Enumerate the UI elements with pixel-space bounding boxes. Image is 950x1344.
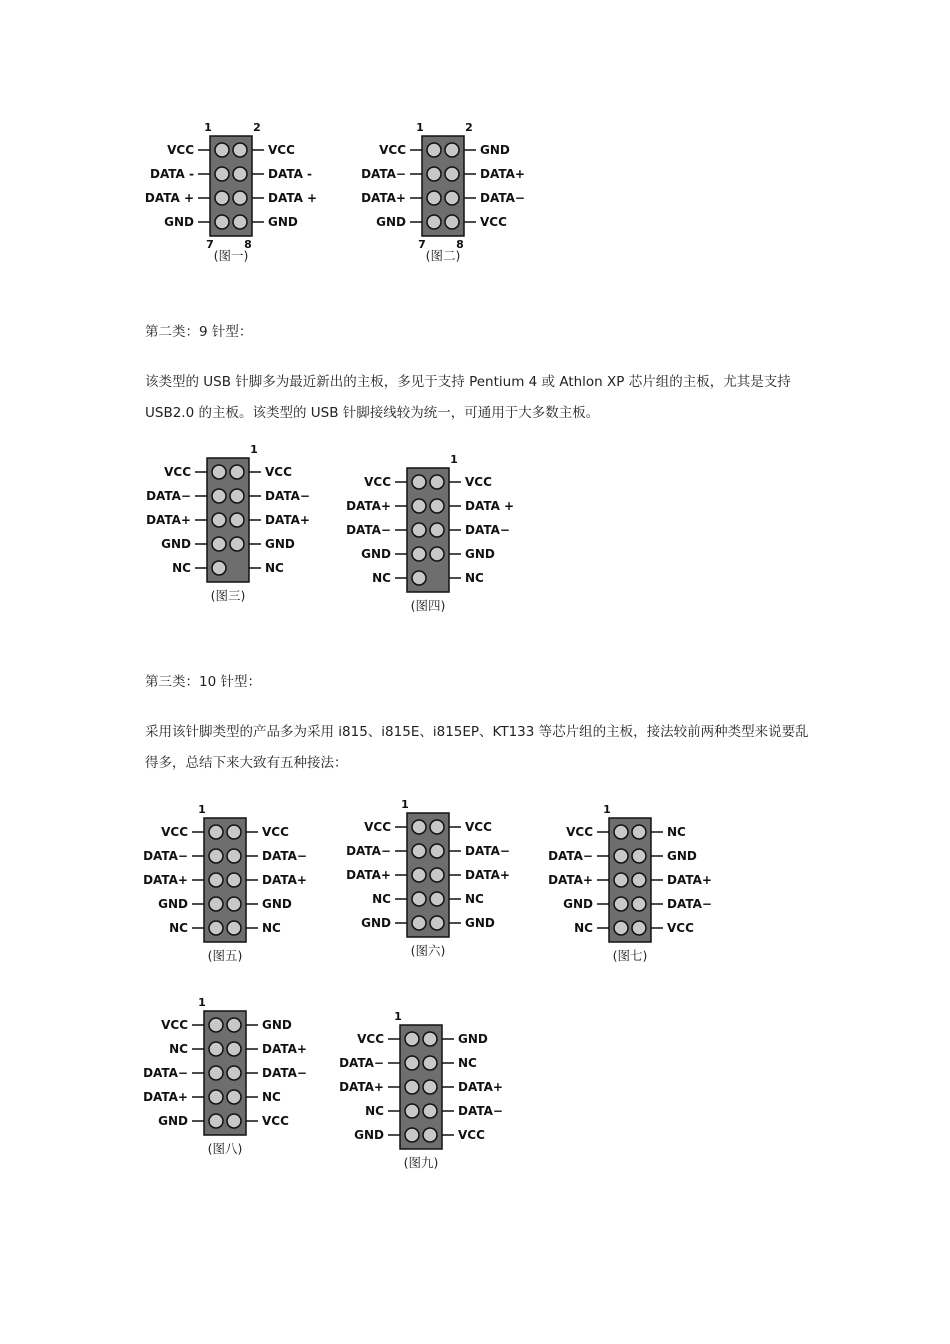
- figure-9: [338, 1007, 538, 1172]
- pin-number: 1: [198, 996, 206, 1009]
- pin-label-left: GND: [161, 537, 191, 551]
- pin: [632, 849, 646, 863]
- pin: [209, 849, 223, 863]
- pin-label-left: GND: [158, 897, 188, 911]
- pin: [430, 820, 444, 834]
- pin: [412, 499, 426, 513]
- pin-label-right: VCC: [262, 1114, 289, 1128]
- pin-label-right: DATA+: [458, 1080, 503, 1094]
- pin-label-right: NC: [265, 561, 284, 575]
- pin: [230, 465, 244, 479]
- pin-label-left: DATA -: [149, 167, 194, 181]
- pin-label-left: DATA−: [346, 844, 391, 858]
- pin: [427, 167, 441, 181]
- pin-number: 2: [253, 121, 261, 134]
- pin-number: 1: [416, 121, 424, 134]
- pin: [430, 916, 444, 930]
- pin: [430, 868, 444, 882]
- pin-label-right: DATA−: [262, 1066, 307, 1080]
- pin: [412, 892, 426, 906]
- figure-caption: (图二): [425, 248, 461, 263]
- pin: [212, 537, 226, 551]
- pin: [445, 143, 459, 157]
- pin-number: 1: [394, 1010, 402, 1023]
- pin-label-right: GND: [268, 215, 298, 229]
- pin: [412, 916, 426, 930]
- pin: [209, 921, 223, 935]
- pin-label-left: NC: [172, 561, 191, 575]
- pin: [227, 921, 241, 935]
- pin: [632, 921, 646, 935]
- pin-label-left: DATA+: [346, 499, 391, 513]
- pin: [230, 489, 244, 503]
- pin: [614, 825, 628, 839]
- pin: [227, 873, 241, 887]
- pin-number: 1: [250, 443, 258, 456]
- pin-label-right: NC: [465, 571, 484, 585]
- pin-label-right: DATA+: [262, 1042, 307, 1056]
- pin-label-right: NC: [262, 921, 281, 935]
- pin-label-left: NC: [365, 1104, 384, 1118]
- pin: [412, 868, 426, 882]
- pin: [430, 523, 444, 537]
- pin-label-left: NC: [169, 921, 188, 935]
- pin-label-left: VCC: [161, 1018, 188, 1032]
- pin-number: 8: [456, 238, 464, 251]
- pin-label-right: VCC: [265, 465, 292, 479]
- pin-label-left: GND: [164, 215, 194, 229]
- pin-header-diagram: [144, 118, 348, 273]
- pin: [209, 1018, 223, 1032]
- pin-header-diagram: [360, 118, 560, 263]
- pin-label-right: GND: [465, 916, 495, 930]
- pin: [230, 537, 244, 551]
- pin: [212, 513, 226, 527]
- pin-label-right: DATA−: [465, 523, 510, 537]
- pin-label-right: GND: [262, 1018, 292, 1032]
- pin: [215, 143, 229, 157]
- pin: [230, 513, 244, 527]
- pin: [233, 191, 247, 205]
- pin-number: 7: [206, 238, 214, 251]
- figure-caption: (图四): [410, 598, 446, 613]
- pin-header-diagram: [345, 450, 545, 615]
- pin: [445, 167, 459, 181]
- pin-label-left: NC: [372, 892, 391, 906]
- pin-label-left: DATA−: [146, 489, 191, 503]
- pin-label-right: DATA+: [465, 868, 510, 882]
- pin-label-left: DATA−: [548, 849, 593, 863]
- pin-label-left: DATA−: [346, 523, 391, 537]
- pin: [632, 897, 646, 911]
- pin: [209, 1042, 223, 1056]
- pin-number: 1: [198, 803, 206, 816]
- pin-label-left: GND: [361, 916, 391, 930]
- pin-label-left: DATA+: [146, 513, 191, 527]
- pin-label-left: GND: [361, 547, 391, 561]
- pin-number: 1: [450, 453, 458, 466]
- pin-label-right: VCC: [262, 825, 289, 839]
- section-3-body: 采用该针脚类型的产品多为采用 i815、i815E、i815EP、KT133 等芯片组的主板，接法较前两种类型来说要乱得多，总结下来大致有五种接法：: [145, 724, 809, 771]
- section-3-heading: 第三类：10 针型：: [145, 674, 261, 690]
- pin: [614, 849, 628, 863]
- pin-label-left: DATA+: [143, 873, 188, 887]
- pin: [412, 844, 426, 858]
- pin-label-right: DATA+: [265, 513, 310, 527]
- section-2-body: 该类型的 USB 针脚多为最近新出的主板，多见于支持 Pentium 4 或 Athlon XP 芯片组的主板，尤其是支持 USB2.0 的主板。该类型的 USB 针脚接线较为统一，可通用于大多数主板。: [145, 374, 791, 421]
- pin: [227, 1042, 241, 1056]
- pin: [212, 489, 226, 503]
- figure-2: [360, 118, 560, 263]
- pin-header-diagram: [145, 440, 345, 605]
- pin-label-right: DATA+: [480, 167, 525, 181]
- pin-label-right: VCC: [465, 820, 492, 834]
- pin-label-left: GND: [376, 215, 406, 229]
- pin: [212, 561, 226, 575]
- pin-header-diagram: [142, 800, 342, 965]
- pin-label-right: DATA−: [667, 897, 712, 911]
- pin-number: 1: [603, 803, 611, 816]
- pin: [209, 897, 223, 911]
- pin: [405, 1128, 419, 1142]
- pin-label-left: DATA−: [361, 167, 406, 181]
- pin: [209, 1090, 223, 1104]
- figure-5: [142, 800, 342, 965]
- pin-label-left: DATA+: [346, 868, 391, 882]
- pin-label-right: DATA +: [268, 191, 318, 205]
- pin: [430, 892, 444, 906]
- pin: [227, 849, 241, 863]
- pin-header-diagram: [338, 1007, 538, 1172]
- figure-caption: (图三): [210, 588, 246, 603]
- pin: [632, 825, 646, 839]
- pin-label-right: DATA−: [265, 489, 310, 503]
- figure-7: [547, 800, 747, 965]
- figure-caption: (图八): [207, 1141, 243, 1156]
- pin-label-left: DATA−: [143, 849, 188, 863]
- pin: [212, 465, 226, 479]
- pin-header-diagram: [547, 800, 747, 965]
- pin-label-left: VCC: [364, 475, 391, 489]
- pin-label-right: DATA−: [465, 844, 510, 858]
- pin: [405, 1056, 419, 1070]
- pin-label-left: VCC: [167, 143, 194, 157]
- pin: [614, 873, 628, 887]
- pin: [405, 1104, 419, 1118]
- pin: [427, 191, 441, 205]
- pin: [227, 897, 241, 911]
- pin: [430, 844, 444, 858]
- pin: [209, 873, 223, 887]
- pin-number: 1: [401, 798, 409, 811]
- pin: [233, 167, 247, 181]
- figure-1: [144, 118, 348, 273]
- pin: [215, 191, 229, 205]
- pin-label-right: NC: [262, 1090, 281, 1104]
- pin: [215, 215, 229, 229]
- pin: [412, 547, 426, 561]
- figure-caption: (图九): [403, 1155, 439, 1170]
- pin-label-left: NC: [574, 921, 593, 935]
- pin-label-left: GND: [158, 1114, 188, 1128]
- pin: [227, 1018, 241, 1032]
- pin-label-right: VCC: [458, 1128, 485, 1142]
- figure-caption: (图五): [207, 948, 243, 963]
- pin: [423, 1128, 437, 1142]
- pin-number: 1: [204, 121, 212, 134]
- pin: [430, 499, 444, 513]
- pin: [412, 523, 426, 537]
- figure-3: [145, 440, 345, 605]
- pin-label-left: NC: [372, 571, 391, 585]
- pin-label-left: DATA+: [361, 191, 406, 205]
- pin-label-left: DATA−: [143, 1066, 188, 1080]
- pin-label-left: VCC: [364, 820, 391, 834]
- pin-label-left: DATA+: [143, 1090, 188, 1104]
- pin: [423, 1056, 437, 1070]
- pin-label-left: VCC: [357, 1032, 384, 1046]
- pin-label-left: VCC: [566, 825, 593, 839]
- pin-label-left: NC: [169, 1042, 188, 1056]
- pin: [227, 1090, 241, 1104]
- pin-label-left: GND: [354, 1128, 384, 1142]
- pin-label-right: GND: [480, 143, 510, 157]
- pin-label-right: NC: [465, 892, 484, 906]
- pin-label-left: VCC: [379, 143, 406, 157]
- pin-label-right: NC: [458, 1056, 477, 1070]
- pin: [227, 825, 241, 839]
- pin-label-right: DATA -: [268, 167, 313, 181]
- pin-label-left: DATA +: [144, 191, 194, 205]
- pin: [430, 547, 444, 561]
- pin-number: 7: [418, 238, 426, 251]
- pin: [405, 1080, 419, 1094]
- pin: [412, 475, 426, 489]
- pin-label-right: GND: [262, 897, 292, 911]
- pin-label-right: GND: [265, 537, 295, 551]
- pin-label-right: VCC: [465, 475, 492, 489]
- section-2-heading: 第二类：9 针型：: [145, 324, 253, 340]
- pin-label-left: DATA+: [548, 873, 593, 887]
- pin: [632, 873, 646, 887]
- pin-label-right: VCC: [667, 921, 694, 935]
- pin: [423, 1032, 437, 1046]
- pin-label-right: GND: [465, 547, 495, 561]
- pin-label-right: VCC: [480, 215, 507, 229]
- pin: [405, 1032, 419, 1046]
- pin-label-left: VCC: [164, 465, 191, 479]
- pin: [427, 215, 441, 229]
- pin-label-right: DATA−: [458, 1104, 503, 1118]
- pin-label-right: NC: [667, 825, 686, 839]
- pin: [430, 475, 444, 489]
- pin-label-right: DATA+: [262, 873, 307, 887]
- pin-label-right: VCC: [268, 143, 295, 157]
- figure-6: [345, 795, 545, 960]
- pin: [412, 820, 426, 834]
- pin: [209, 825, 223, 839]
- pin: [233, 215, 247, 229]
- pin-header-diagram: [345, 795, 545, 960]
- pin: [412, 571, 426, 585]
- pin-label-right: DATA+: [667, 873, 712, 887]
- pin-label-right: DATA +: [465, 499, 515, 513]
- pin-label-right: GND: [667, 849, 697, 863]
- pin: [427, 143, 441, 157]
- pin: [614, 897, 628, 911]
- pin: [215, 167, 229, 181]
- figure-caption: (图七): [612, 948, 648, 963]
- pin: [227, 1066, 241, 1080]
- pin: [209, 1066, 223, 1080]
- pin-label-left: DATA−: [339, 1056, 384, 1070]
- pin: [209, 1114, 223, 1128]
- pin-number: 8: [244, 238, 252, 251]
- pin: [423, 1104, 437, 1118]
- pin: [614, 921, 628, 935]
- pin-label-left: GND: [563, 897, 593, 911]
- figure-4: [345, 450, 545, 615]
- pin-label-left: DATA+: [339, 1080, 384, 1094]
- pin: [233, 143, 247, 157]
- pin: [445, 191, 459, 205]
- pin-label-right: GND: [458, 1032, 488, 1046]
- pin-label-right: DATA−: [480, 191, 525, 205]
- pin: [423, 1080, 437, 1094]
- figure-caption: (图一): [213, 248, 249, 263]
- pin-label-right: DATA−: [262, 849, 307, 863]
- pin: [445, 215, 459, 229]
- pin-number: 2: [465, 121, 473, 134]
- figure-8: [142, 993, 342, 1158]
- pin-label-left: VCC: [161, 825, 188, 839]
- pin: [227, 1114, 241, 1128]
- figure-caption: (图六): [410, 943, 446, 958]
- pin-header-diagram: [142, 993, 342, 1158]
